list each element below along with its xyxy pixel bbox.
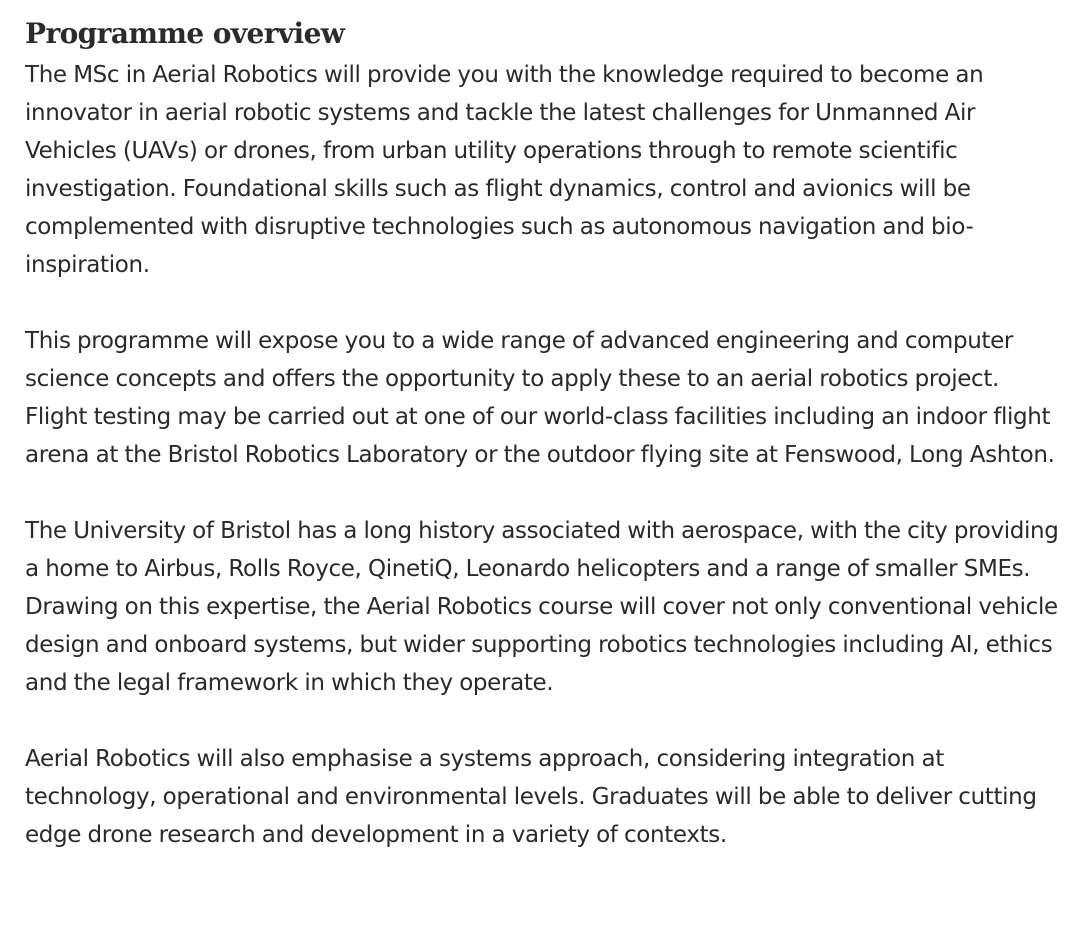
- section-title: Programme overview: [25, 17, 345, 50]
- programme-overview-section: [25, 12, 1065, 854]
- overview-paragraph-4: Aerial Robotics will also emphasise a systems approach, considering integration at technology, operational and environmental levels. Graduates will be able to deliver cutting edge drone research and development in a variety of contexts.: [25, 746, 1037, 848]
- overview-paragraph-1: The MSc in Aerial Robotics will provide you with the knowledge required to become an innovator in aerial robotic systems and tackle the latest challenges for Unmanned Air Vehicles (UAVs) or drones, from urban utility operations through to remote scientific investigation. Foundational skills such as flight dynamics, control and avionics will be complemented with disruptive technologies such as autonomous navigation and bio-inspiration.: [25, 62, 984, 278]
- overview-paragraph-3: The University of Bristol has a long history associated with aerospace, with the city providing a home to Airbus, Rolls Royce, QinetiQ, Leonardo helicopters and a range of smaller SMEs. Drawing on this expertise, the Aerial Robotics course will cover not only conventional vehicle design and onboard systems, but wider supporting robotics technologies including AI, ethics and the legal framework in which they operate.: [25, 518, 1059, 696]
- overview-paragraph-2: This programme will expose you to a wide range of advanced engineering and computer science concepts and offers the opportunity to apply these to an aerial robotics project. Flight testing may be carried out at one of our world-class facilities including an indoor flight arena at the Bristol Robotics Laboratory or the outdoor flying site at Fenswood, Long Ashton.: [25, 328, 1055, 468]
